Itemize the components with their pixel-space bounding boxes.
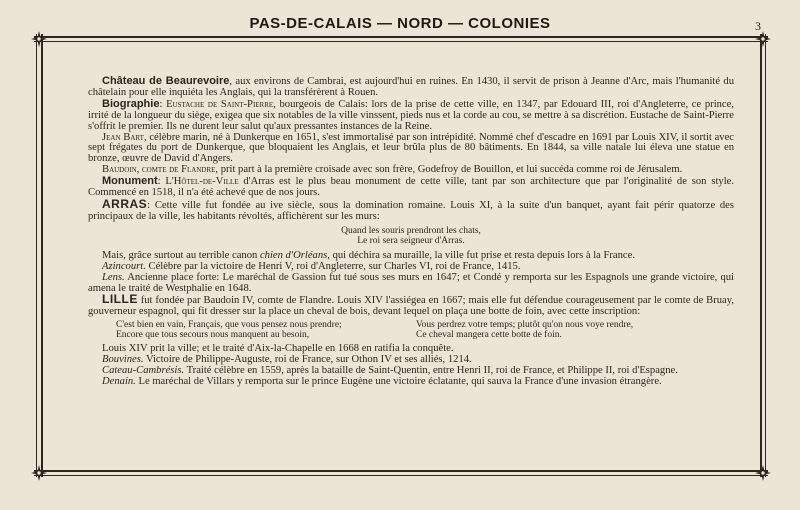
inscription-lille xyxy=(116,320,716,340)
page-number: 3 xyxy=(755,19,761,33)
corner-ornament-bottom-right-icon xyxy=(753,463,773,483)
text-canon-2: , qui déchira sa muraille, la ville fut prise et resta depuis lors à la France. xyxy=(327,249,635,261)
place-azincourt: Azincourt. xyxy=(102,260,146,272)
inscription-arras-line-1: Quand les souris prendront les chats, xyxy=(341,225,481,236)
place-denain: Denain. xyxy=(102,375,136,387)
frame-border-top-inner xyxy=(34,41,768,42)
inscription-lille-right-1: Vous perdrez votre temps; plutôt qu'on nous voye rendre, xyxy=(416,320,634,331)
text-monument: d'Arras est le plus beau monument de cette ville, tant par son architecture que par l'originalité de son style. Commencé en 1518, il n'a été achevé que de nos jours. xyxy=(88,176,734,199)
place-lens: Lens. xyxy=(102,271,125,283)
paragraph-denain xyxy=(88,377,734,388)
inscription-lille-left-1: C'est bien en vain, Français, que vous pensez nous prendre; xyxy=(116,320,342,331)
name-hotel-de-ville: L'Hôtel-de-Ville xyxy=(165,176,239,188)
text-bouvines: Victoire de Philippe-Auguste, roi de France, sur Othon IV et ses alliés, 1214. xyxy=(143,354,472,366)
frame-border-right-inner xyxy=(765,34,766,477)
frame-border-left xyxy=(36,34,37,477)
heading-biographie: Biographie xyxy=(102,97,160,110)
paragraph-monument xyxy=(88,176,734,199)
text-eustache: , bourgeois de Calais: lors de la prise de cette ville, en 1347, par Edouard III, roi d'Angleterre, ce prince, irrité de la longueur du siège, exigea que six notables de la ville vinssent, pieds nus et la corde au cou, se mettre à sa discrétion. Eustache de Saint-Pierre s'offrit le premier. Ils ne durent leur salut qu'aux pressantes instances de la Reine. xyxy=(88,98,735,132)
text-arras: : Cette ville fut fondée au ive siècle, sous la domination romaine. Louis XI, à la suite d'un banquet, ayant fait périr quatorze des principaux de la ville, les habitants révoltés, affichèrent sur les murs: xyxy=(88,199,734,222)
place-cateau-cambresis: Cateau-Cambrésis. xyxy=(102,365,185,377)
paragraph-biographie xyxy=(88,99,734,133)
text-jean-bart: , célèbre marin, né à Dunkerque en 1651, s'est immortalisé par son intrépidité. Nommé chef d'escadre en 1691 par Louis XIV, il sortit avec sept frégates du port de Dunkerque, que bloquaient les Anglais, et leur brûla plus de 80 bâtiments. En 1844, sa ville natale lui éleva une statue en bronze, œuvre de David d'Angers. xyxy=(88,131,734,165)
corner-ornament-bottom-left-icon xyxy=(29,463,49,483)
paragraph-beaurevoire xyxy=(88,76,734,99)
text-canon-1: Mais, grâce surtout au terrible canon xyxy=(102,249,260,261)
paragraph-lens xyxy=(88,273,734,295)
heading-lille: LILLE xyxy=(102,292,138,307)
name-jean-bart: Jean Bart xyxy=(102,131,144,143)
text-denain: Le maréchal de Villars y remporta sur le prince Eugène une victoire éclatante, qui sauva la France d'une invasion étrangère. xyxy=(135,375,662,387)
inscription-lille-right-2: Ce cheval mangera cette botte de foin. xyxy=(416,330,562,341)
name-eustache: Eustache de Saint-Pierre xyxy=(166,98,274,110)
name-baudoin: Baudoin, comte de Flandre xyxy=(102,164,216,176)
inscription-lille-left xyxy=(116,320,416,340)
frame-border-left-inner xyxy=(41,34,43,477)
heading-monument: Monument xyxy=(102,175,158,188)
inscription-lille-left-2: Encore que tous secours nous manquent au besoin, xyxy=(116,330,310,341)
frame-border-top xyxy=(34,36,768,38)
paragraph-lille xyxy=(88,294,734,318)
separator: : xyxy=(157,176,166,188)
page-header-title: PAS-DE-CALAIS — NORD — COLONIES xyxy=(249,15,551,32)
page-body xyxy=(88,76,734,388)
text-beaurevoire: , aux environs de Cambrai, est aujourd'hui en ruines. En 1430, il servit de prison à Jeanne d'Arc, mais l'humanité du châtelain pour elle inquiéta les Anglais, qui la transférèrent à Rouen. xyxy=(88,76,734,98)
paragraph-arras xyxy=(88,196,734,223)
inscription-arras-line-2: Le roi sera seigneur d'Arras. xyxy=(357,235,465,246)
separator: : xyxy=(159,98,167,110)
text-lille: fut fondée par Baudoin IV, comte de Flandre. Louis XIV l'assiégea en 1667; mais elle fut défendue courageusement par le comte de Bruay, gouverneur espagnol, qui fit dresser sur la place un cheval de bois, devant lequel on plaça une botte de foin, avec cette inscription: xyxy=(88,295,734,318)
corner-ornament-top-right-icon xyxy=(753,29,773,49)
text-cateau-cambresis: Traité célèbre en 1559, après la bataille de Saint-Quentin, entre Henri II, roi de France, et Philippe II, roi d'Espagne. xyxy=(184,365,678,377)
italic-chien-orleans: chien d'Orléans xyxy=(259,249,328,261)
heading-arras: ARRAS xyxy=(102,196,148,211)
heading-beaurevoire: Château de Beaurevoire xyxy=(102,75,230,87)
inscription-lille-right xyxy=(416,320,716,340)
place-bouvines: Bouvines. xyxy=(102,354,144,366)
inscription-arras xyxy=(88,226,734,246)
text-lens: Ancienne place forte: Le maréchal de Gassion fut tué sous ses murs en 1647; et Condé y remporta sur les Espagnols une grande victoire, qui amena le traité de Westphalie en 1648. xyxy=(88,271,734,294)
text-baudoin: , prit part à la première croisade avec son frère, Godefroy de Bouillon, et lui succéda comme roi de Jérusalem. xyxy=(215,164,683,176)
frame-border-right xyxy=(760,34,762,477)
frame-border-bottom-inner xyxy=(34,475,768,476)
paragraph-jean-bart xyxy=(88,133,734,166)
frame-border-bottom xyxy=(34,470,768,472)
paragraph-louis-xiv: Louis XIV prit la ville; et le traité d'Aix-la-Chapelle en 1668 en ratifia la conquête. xyxy=(102,343,454,355)
text-azincourt: Célèbre par la victoire de Henri V, roi d'Angleterre, sur Charles VI, roi de France, 1415. xyxy=(145,260,521,272)
corner-ornament-top-left-icon xyxy=(29,29,49,49)
paragraph-baudoin xyxy=(88,165,734,176)
